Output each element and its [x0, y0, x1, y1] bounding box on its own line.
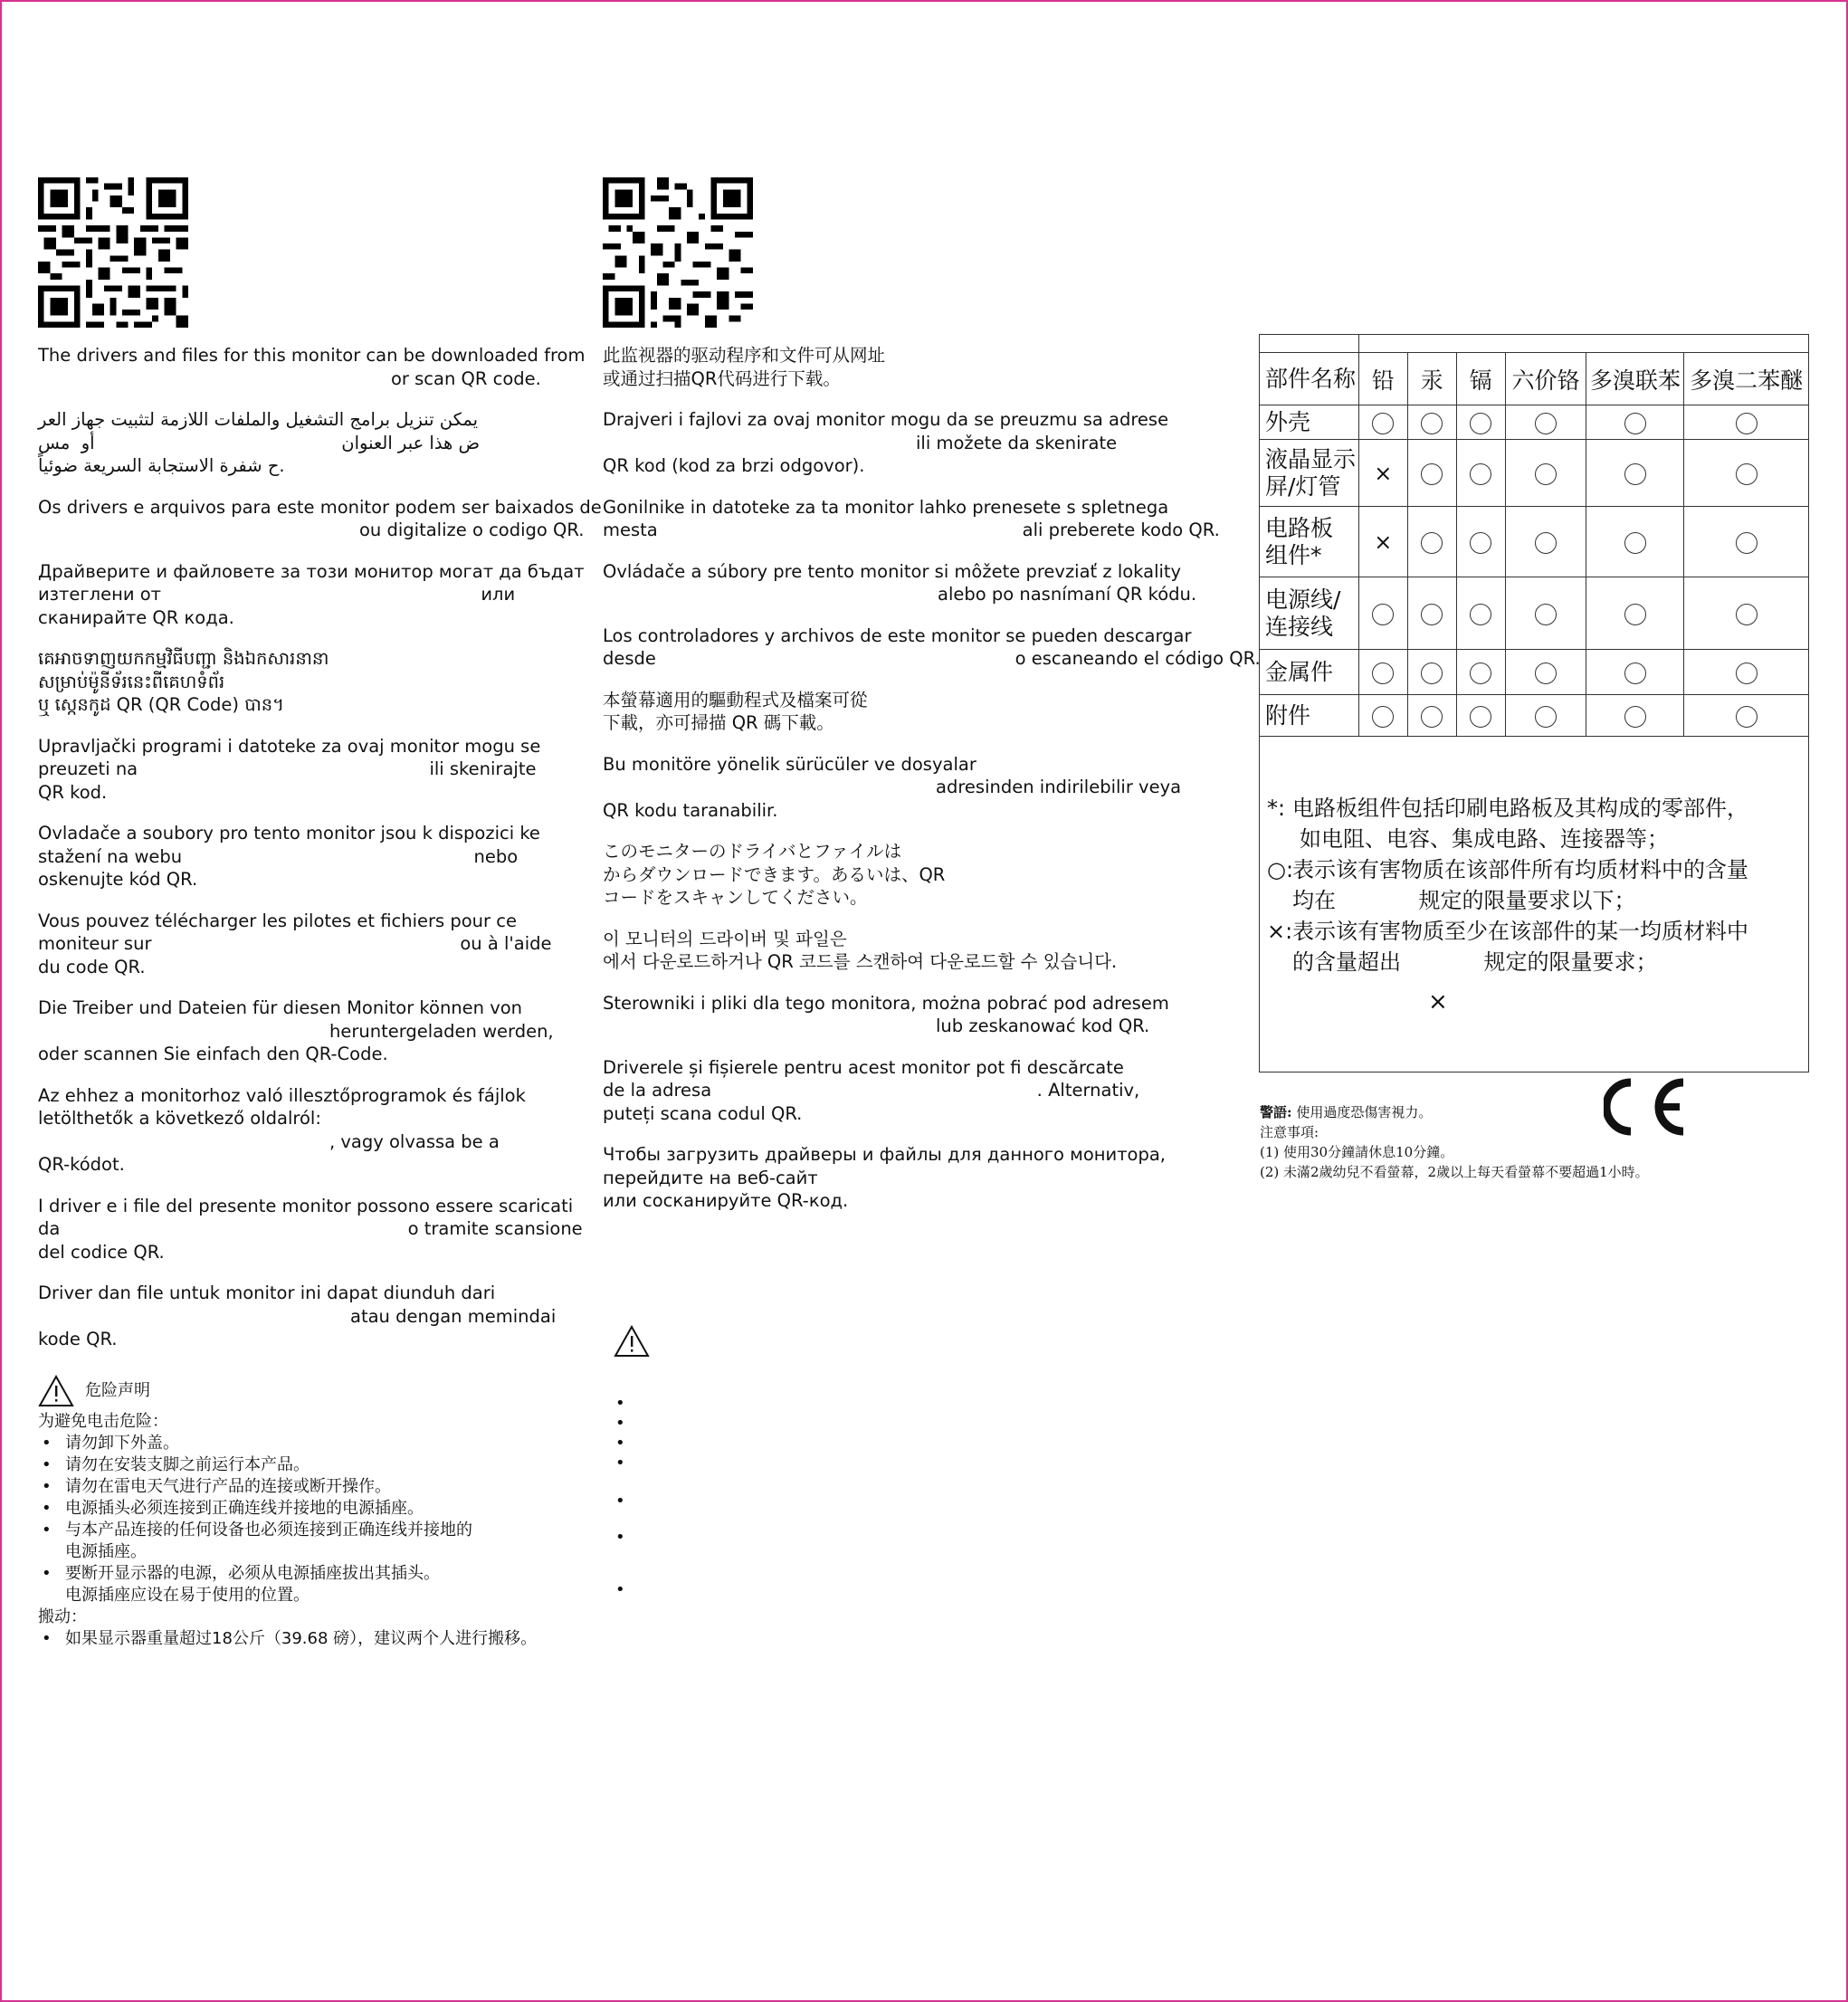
ce-mark-icon	[1604, 1077, 1691, 1137]
instruction-line: desde o escaneando el código QR.	[603, 648, 1261, 669]
instruction-line: ض هذا عبر العنوان أو مس	[38, 432, 481, 453]
instruction-line: I driver e i file del presente monitor possono essere scaricati	[38, 1195, 574, 1216]
table-row	[1260, 650, 1809, 695]
danger-item: • 请勿卸下外盖。	[38, 1433, 599, 1454]
instruction-line: изтеглени от или	[38, 584, 516, 605]
instruction-zh	[603, 344, 1254, 390]
table-header-cell: 铅	[1358, 353, 1407, 405]
note-marker: ×:	[1267, 919, 1293, 944]
instruction-line: 本螢幕適用的驅動程式及檔案可從	[603, 689, 868, 710]
table-header-cell: 镉	[1456, 353, 1505, 405]
instruction-hu	[38, 1084, 599, 1177]
bullet: •	[615, 1580, 625, 1599]
exceeds-cross-icon: ×	[1358, 440, 1407, 507]
instruction-line: 此监视器的驱动程序和文件可从网址	[603, 345, 886, 366]
part-name: 电路板	[1265, 514, 1334, 541]
danger-item: • 与本产品连接的任何设备也必须连接到正确连线并接地的	[38, 1520, 599, 1541]
danger-item: • 要断开显示器的电源，必须从电源插座拔出其插头。	[38, 1563, 599, 1585]
compliant-circle-icon	[1358, 577, 1407, 650]
compliant-circle-icon	[1586, 507, 1684, 577]
compliant-circle-icon	[1684, 440, 1809, 507]
instruction-line: Os drivers e arquivos para este monitor podem ser baixados de	[38, 496, 602, 518]
compliant-circle-icon	[1358, 650, 1407, 695]
bullet: •	[615, 1394, 625, 1413]
danger-item-cont: 电源插座应设在易于使用的位置。	[65, 1585, 310, 1605]
compliant-circle-icon	[1684, 650, 1809, 695]
compliant-circle-icon	[1586, 650, 1684, 695]
instruction-line: 에서 다운로드하거나 QR 코드를 스캔하여 다운로드할 수 있습니다.	[603, 951, 1118, 972]
note-marker: ○:	[1267, 857, 1294, 882]
compliant-circle-icon	[1586, 577, 1684, 650]
instruction-line: Die Treiber und Dateien für diesen Monitor können von	[38, 997, 523, 1018]
instruction-line: Sterowniki i pliki dla tego monitora, można pobrać pod adresem	[603, 992, 1169, 1014]
instruction-bs	[603, 408, 1254, 478]
instruction-line: គេអាចទាញយកកម្មវិធីបញ្ជា និងឯកសារនានា	[38, 648, 329, 669]
compliant-circle-icon	[1505, 650, 1586, 695]
bullet: •	[615, 1454, 625, 1473]
instruction-line: សម្រាប់ម៉ូនីទ័រនេះពីគេហទំព័រ	[38, 671, 225, 692]
compliant-circle-icon	[1456, 577, 1505, 650]
warning-text: 使用過度恐傷害視力。	[1296, 1104, 1433, 1120]
instruction-ru	[603, 1143, 1254, 1213]
bullet: •	[615, 1414, 625, 1433]
instruction-pl	[603, 992, 1254, 1038]
instruction-line: コードをスキャンしてください。	[603, 887, 868, 908]
part-name-cell	[1260, 440, 1359, 507]
instruction-ro	[603, 1056, 1254, 1126]
instruction-line: del codice QR.	[38, 1241, 165, 1263]
instruction-line: QR kodu taranabilir.	[603, 799, 778, 821]
instruction-line: da o tramite scansione	[38, 1218, 583, 1239]
instruction-line: Az ehhez a monitorhoz való illesztőprogramok és fájlok	[38, 1084, 526, 1106]
compliant-circle-icon	[1358, 695, 1407, 737]
warning-triangle-icon	[614, 1325, 650, 1358]
table-header-cell: 汞	[1407, 353, 1456, 405]
instruction-line: de la adresa . Alternativ,	[603, 1080, 1140, 1101]
moving-item: • 如果显示器重量超过18公斤（39.68 磅），建议两个人进行搬移。	[38, 1628, 599, 1650]
part-name: 金属件	[1265, 658, 1334, 685]
table-header-cell: 多溴联苯	[1586, 353, 1684, 405]
compliant-circle-icon	[1456, 650, 1505, 695]
compliant-circle-icon	[1456, 440, 1505, 507]
instruction-line: Vous pouvez télécharger les pilotes et fichiers pour ce	[38, 910, 517, 931]
table-header-cell: 六价铬	[1505, 353, 1586, 405]
instruction-ja	[603, 840, 1254, 910]
note-line: 的含量超出 规定的限量要求；	[1292, 949, 1658, 975]
instruction-line: alebo po nasnímaní QR kódu.	[938, 584, 1197, 605]
part-name: 组件*	[1265, 541, 1322, 568]
table-note	[1267, 793, 1810, 854]
instruction-line: The drivers and files for this monitor can be downloaded from	[38, 345, 586, 366]
instruction-line: Ovladače a soubory pro tento monitor jsou k dispozici ke	[38, 823, 540, 844]
table-note	[1267, 854, 1810, 916]
taiwan-vision-warning	[1260, 1102, 1649, 1182]
instruction-line: ou digitalize o codigo QR.	[359, 520, 585, 540]
part-name: 液晶显示	[1265, 445, 1357, 472]
compliant-circle-icon	[1456, 695, 1505, 737]
part-name: 屏/灯管	[1265, 472, 1341, 500]
note-line: 表示该有害物质在该部件所有均质材料中的含量	[1292, 857, 1748, 882]
compliant-circle-icon	[1358, 405, 1407, 440]
compliant-circle-icon	[1684, 577, 1809, 650]
danger-item-cont: 电源插座。	[65, 1541, 147, 1561]
note-line: 如电阻、电容、集成电路、连接器等；	[1300, 826, 1669, 852]
instruction-line: Drajveri i fajlovi za ovaj monitor mogu da se preuzmu sa adrese	[603, 409, 1169, 430]
compliant-circle-icon	[1456, 507, 1505, 577]
hazardous-substance-table	[1259, 334, 1809, 737]
bullet: •	[615, 1492, 625, 1511]
danger-item: • 请勿在雷电天气进行产品的连接或断开操作。	[38, 1476, 599, 1498]
instruction-line: oder scannen Sie einfach den QR-Code.	[38, 1044, 388, 1064]
instruction-line: QR-kódot.	[38, 1154, 125, 1175]
part-name: 外壳	[1265, 408, 1311, 435]
instruction-line: Драйверите и файловете за този монитор могат да бъдат	[38, 560, 585, 582]
instruction-de	[38, 996, 599, 1066]
instruction-line: heruntergeladen werden,	[329, 1020, 554, 1042]
instruction-line: Чтобы загрузить драйверы и файлы для данного монитора,	[603, 1144, 1167, 1165]
bullet: •	[615, 1434, 625, 1453]
moving-title: 搬动：	[38, 1606, 87, 1626]
instruction-line: или сосканируйте QR-код.	[603, 1190, 849, 1211]
qr-code-left	[38, 177, 188, 328]
table-header-row	[1260, 353, 1809, 405]
compliant-circle-icon	[1407, 577, 1456, 650]
instruction-zh-tw	[603, 689, 1254, 735]
instruction-line: QR kod.	[38, 781, 108, 803]
notice-item: (1) 使用30分鐘請休息10分鐘。	[1260, 1144, 1454, 1160]
instruction-line: からダウンロードできます。あるいは、QR	[603, 863, 946, 885]
instruction-sl	[603, 496, 1254, 542]
danger-statement	[38, 1375, 599, 1650]
instruction-line: сканирайте QR кода.	[38, 606, 234, 628]
part-name: 附件	[1265, 701, 1311, 729]
instruction-line: kode QR.	[38, 1329, 118, 1349]
note-line: 表示该有害物质至少在该部件的某一均质材料中	[1292, 919, 1748, 944]
danger-title: 危险声明	[85, 1380, 150, 1400]
instruction-line: перейдите на веб-сайт	[603, 1167, 818, 1188]
instruction-line: 或通过扫描QR代码进行下载。	[603, 367, 841, 389]
compliant-circle-icon	[1407, 650, 1456, 695]
instruction-line: ឬ ស្កេនកូដ QR (QR Code) បាន។	[38, 694, 284, 715]
instruction-en	[38, 344, 599, 390]
notice-title: 注意事項:	[1260, 1124, 1319, 1140]
instruction-line: 이 모니터의 드라이버 및 파일은	[603, 928, 847, 949]
exceeds-cross-icon: ×	[1358, 507, 1407, 577]
instruction-pt	[38, 496, 602, 542]
table-notes	[1267, 793, 1810, 977]
instruction-line: oskenujte kód QR.	[38, 869, 198, 890]
instruction-ar	[38, 408, 599, 478]
instruction-line: or scan QR code.	[391, 367, 541, 389]
instruction-hr	[38, 735, 599, 805]
part-name-cell	[1260, 507, 1359, 577]
instruction-km	[38, 647, 599, 717]
instruction-ko	[603, 928, 1254, 974]
instruction-line: このモニターのドライバとファイルは	[603, 841, 902, 862]
compliant-circle-icon	[1684, 507, 1809, 577]
instruction-es	[603, 624, 1261, 671]
instruction-tr	[603, 753, 1254, 823]
middle-download-instructions	[603, 344, 1261, 1213]
note-line: 均在 规定的限量要求以下；	[1292, 888, 1636, 913]
table-row	[1260, 440, 1809, 507]
instruction-line: moniteur sur ou à l'aide	[38, 933, 552, 954]
table-note	[1267, 916, 1810, 977]
part-name-cell	[1260, 695, 1359, 737]
compliant-circle-icon	[1505, 695, 1586, 737]
compliant-circle-icon	[1586, 405, 1684, 440]
compliant-circle-icon	[1505, 577, 1586, 650]
instruction-line: Bu monitöre yönelik sürücüler ve dosyalar	[603, 753, 976, 775]
instruction-cs	[38, 822, 599, 891]
compliant-circle-icon	[1505, 405, 1586, 440]
instruction-line: , vagy olvassa be a	[329, 1130, 500, 1152]
instruction-line: adresinden indirilebilir veya	[936, 777, 1182, 797]
compliant-circle-icon	[1586, 695, 1684, 737]
instruction-line: ili možete da skenirate	[916, 432, 1118, 453]
instruction-line: atau dengan memindai	[350, 1305, 557, 1327]
compliant-circle-icon	[1456, 405, 1505, 440]
part-name-cell	[1260, 650, 1359, 695]
instruction-line: 下載，亦可掃描 QR 碼下載。	[603, 712, 834, 733]
instruction-line: Upravljački programi i datoteke za ovaj monitor mogu se	[38, 735, 541, 757]
instruction-line: puteți scana codul QR.	[603, 1102, 803, 1124]
instruction-line: Driverele și fișierele pentru acest monitor pot fi descărcate	[603, 1056, 1124, 1078]
table-row	[1260, 507, 1809, 577]
left-download-instructions	[38, 344, 602, 1351]
notice-item: (2) 未滿2歲幼兒不看螢幕，2歲以上每天看螢幕不要超過1小時。	[1260, 1164, 1649, 1180]
danger-item: • 电源插头必须连接到正确连线并接地的电源插座。	[38, 1498, 599, 1520]
part-name-cell	[1260, 405, 1359, 440]
compliant-circle-icon	[1505, 507, 1586, 577]
note-marker: *:	[1267, 796, 1286, 821]
instruction-line: Gonilnike in datoteke za ta monitor lahko prenesete s spletnega	[603, 496, 1169, 518]
instruction-fr	[38, 910, 599, 979]
instruction-line: ح شفرة الاستجابة السريعة ضوئياً.	[38, 455, 285, 476]
part-name: 电源线/	[1265, 586, 1341, 613]
instruction-line: Los controladores y archivos de este monitor se pueden descargar	[603, 624, 1192, 646]
instruction-line: letölthetők a következő oldalról:	[38, 1108, 321, 1129]
instruction-it	[38, 1195, 599, 1264]
instruction-line: QR kod (kod za brzi odgovor).	[603, 455, 865, 476]
middle-column	[603, 177, 1261, 1231]
instruction-line: stažení na webu nebo	[38, 845, 519, 867]
instruction-line: Ovládače a súbory pre tento monitor si môžete prevziať z lokality	[603, 560, 1182, 582]
warning-triangle-icon	[38, 1375, 74, 1407]
compliant-circle-icon	[1407, 405, 1456, 440]
footnote-mark: ×	[1428, 988, 1448, 1015]
instruction-id	[38, 1282, 599, 1351]
warning-label: 警語:	[1260, 1104, 1292, 1120]
qr-code-right	[603, 177, 753, 328]
compliant-circle-icon	[1505, 440, 1586, 507]
table-header-cell: 多溴二苯醚	[1684, 353, 1809, 405]
table-row	[1260, 577, 1809, 650]
part-name-cell	[1260, 577, 1359, 650]
compliant-circle-icon	[1407, 695, 1456, 737]
table-row	[1260, 695, 1809, 737]
part-name: 连接线	[1265, 613, 1334, 640]
instruction-sk	[603, 560, 1254, 606]
compliant-circle-icon	[1586, 440, 1684, 507]
compliant-circle-icon	[1407, 507, 1456, 577]
instruction-line: mesta ali preberete kodo QR.	[603, 520, 1220, 540]
table-header-cell: 部件名称	[1260, 353, 1359, 405]
table-row	[1260, 405, 1809, 440]
danger-intro: 为避免电击危险：	[38, 1411, 168, 1431]
compliant-circle-icon	[1684, 405, 1809, 440]
left-column	[38, 177, 602, 1650]
instruction-line: preuzeti na ili skenirajte	[38, 758, 537, 779]
note-line: 电路板组件包括印刷电路板及其构成的零部件，	[1292, 796, 1748, 821]
instruction-line: يمكن تنزيل برامج التشغيل والملفات اللازمة لتثبيت جهاز العر	[38, 409, 479, 430]
instruction-bg	[38, 560, 599, 630]
instruction-line: lub zeskanować kod QR.	[936, 1015, 1150, 1036]
instruction-line: Driver dan file untuk monitor ini dapat diunduh dari	[38, 1282, 496, 1303]
bullet: •	[615, 1528, 625, 1547]
compliant-circle-icon	[1407, 440, 1456, 507]
compliant-circle-icon	[1684, 695, 1809, 737]
danger-item: • 请勿在安装支脚之前运行本产品。	[38, 1454, 599, 1476]
instruction-line: du code QR.	[38, 956, 146, 977]
